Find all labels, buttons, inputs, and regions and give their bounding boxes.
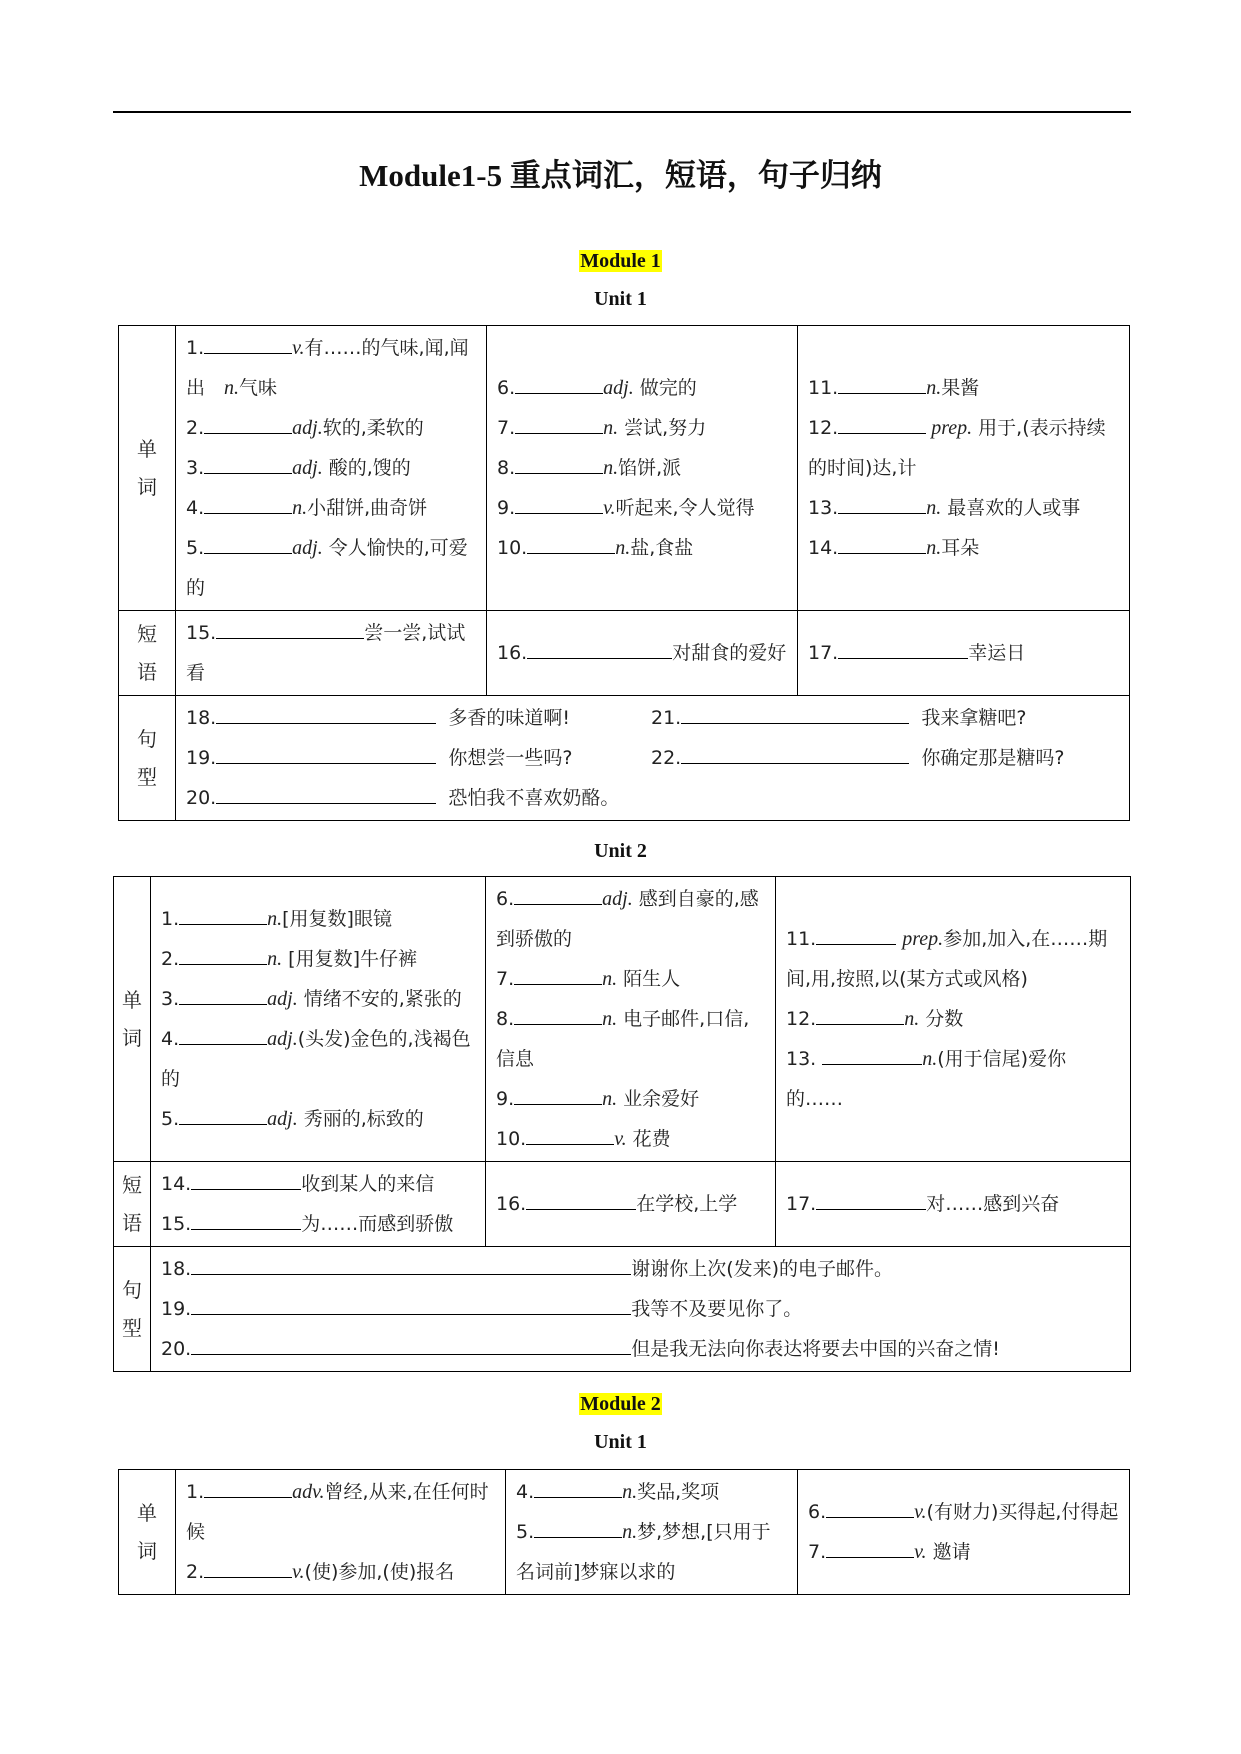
vocab-item: 2. v.(使)参加,(使)报名 xyxy=(186,1552,495,1592)
m1-unit-1-heading: Unit 1 xyxy=(594,288,647,310)
sentence-line: 18. 多香的味道啊! 21. 我来拿糖吧? xyxy=(186,698,1119,738)
vocab-item: 6. v.(有财力)买得起,付得起 xyxy=(808,1492,1119,1532)
vocab-item: 8. n.馅饼,派 xyxy=(497,448,787,488)
vocab-item: 12. n. 分数 xyxy=(786,999,1120,1039)
phrase-cell: 16. 对甜食的爱好 xyxy=(487,611,798,696)
vocab-item: 1. n.[用复数]眼镜 xyxy=(161,899,475,939)
m1-unit-2-heading: Unit 2 xyxy=(594,840,647,862)
phrase-cell: 17. 幸运日 xyxy=(798,611,1130,696)
words-col-1 xyxy=(176,326,487,611)
words-col-2 xyxy=(487,326,798,611)
vocab-item: 9. v.听起来,令人觉得 xyxy=(497,488,787,528)
sentences-cell xyxy=(151,1247,1131,1372)
words-col-3 xyxy=(776,877,1131,1162)
category-sentences: 句型 xyxy=(119,696,176,821)
phrase-cell: 17. 对……感到兴奋 xyxy=(776,1162,1131,1247)
vocab-item: 5. adj. 秀丽的,标致的 xyxy=(161,1099,475,1139)
vocab-item: 12. prep. 用于,(表示持续的时间)达,计 xyxy=(808,408,1119,488)
category-words: 单词 xyxy=(119,326,176,611)
m2-unit-1-heading: Unit 1 xyxy=(594,1431,647,1453)
sentence-line: 19. 我等不及要见你了。 xyxy=(161,1289,1120,1329)
category-phrases: 短语 xyxy=(119,611,176,696)
words-col-1 xyxy=(176,1470,506,1595)
category-words: 单词 xyxy=(114,877,151,1162)
words-col-3 xyxy=(798,326,1130,611)
page-title: Module1-5 重点词汇，短语，句子归纳 xyxy=(359,158,882,193)
vocab-item: 2. n. [用复数]牛仔裤 xyxy=(161,939,475,979)
sentence-line: 20. 恐怕我不喜欢奶酪。 xyxy=(186,778,1119,818)
vocab-item: 7. v. 邀请 xyxy=(808,1532,1119,1572)
m1u1-table xyxy=(118,325,1130,821)
words-col-2 xyxy=(506,1470,798,1595)
vocab-item: 5. adj. 令人愉快的,可爱的 xyxy=(186,528,476,608)
vocab-item: 14. n.耳朵 xyxy=(808,528,1119,568)
words-col-1 xyxy=(151,877,486,1162)
vocab-item: 10. v. 花费 xyxy=(496,1119,765,1159)
vocab-item: 3. adj. 情绪不安的,紧张的 xyxy=(161,979,475,1019)
vocab-item: 7. n. 陌生人 xyxy=(496,959,765,999)
sentence-line: 20. 但是我无法向你表达将要去中国的兴奋之情! xyxy=(161,1329,1120,1369)
category-sentences: 句型 xyxy=(114,1247,151,1372)
vocab-item: 10. n.盐,食盐 xyxy=(497,528,787,568)
top-rule xyxy=(113,111,1131,113)
phrase-cell: 15. 尝一尝,试试看 xyxy=(176,611,487,696)
vocab-item: 4. adj.(头发)金色的,浅褐色的 xyxy=(161,1019,475,1099)
vocab-item: 4. n.小甜饼,曲奇饼 xyxy=(186,488,476,528)
words-col-3 xyxy=(798,1470,1130,1595)
vocab-item: 6. adj. 感到自豪的,感到骄傲的 xyxy=(496,879,765,959)
vocab-item: 8. n. 电子邮件,口信,信息 xyxy=(496,999,765,1079)
vocab-item: 3. adj. 酸的,馊的 xyxy=(186,448,476,488)
phrase-cell: 16. 在学校,上学 xyxy=(486,1162,776,1247)
m2u1-table xyxy=(118,1469,1130,1595)
module-1-heading: Module 1 xyxy=(580,250,661,272)
vocab-item: 5. n.梦,梦想,[只用于名词前]梦寐以求的 xyxy=(516,1512,787,1592)
m1u2-table xyxy=(113,876,1131,1372)
sentences-cell xyxy=(176,696,1130,821)
vocab-item: 1. adv.曾经,从来,在任何时候 xyxy=(186,1472,495,1552)
phrase-cell: 14. 收到某人的来信 15. 为……而感到骄傲 xyxy=(151,1162,486,1247)
sentence-line: 19. 你想尝一些吗? 22. 你确定那是糖吗? xyxy=(186,738,1119,778)
vocab-item: 9. n. 业余爱好 xyxy=(496,1079,765,1119)
vocab-item: 4. n.奖品,奖项 xyxy=(516,1472,787,1512)
words-col-2 xyxy=(486,877,776,1162)
vocab-item: 13. n. 最喜欢的人或事 xyxy=(808,488,1119,528)
vocab-item: 13. n.(用于信尾)爱你的…… xyxy=(786,1039,1120,1119)
vocab-item: 2. adj.软的,柔软的 xyxy=(186,408,476,448)
module-2-heading: Module 2 xyxy=(580,1393,661,1415)
sentence-line: 18. 谢谢你上次(发来)的电子邮件。 xyxy=(161,1249,1120,1289)
vocab-item: 11. n.果酱 xyxy=(808,368,1119,408)
vocab-item: 7. n. 尝试,努力 xyxy=(497,408,787,448)
vocab-item: 6. adj. 做完的 xyxy=(497,368,787,408)
category-phrases: 短语 xyxy=(114,1162,151,1247)
vocab-item: 11. prep.参加,加入,在……期间,用,按照,以(某方式或风格) xyxy=(786,919,1120,999)
vocab-item: 1. v.有……的气味,闻,闻出 n.气味 xyxy=(186,328,476,408)
category-words: 单词 xyxy=(119,1470,176,1595)
